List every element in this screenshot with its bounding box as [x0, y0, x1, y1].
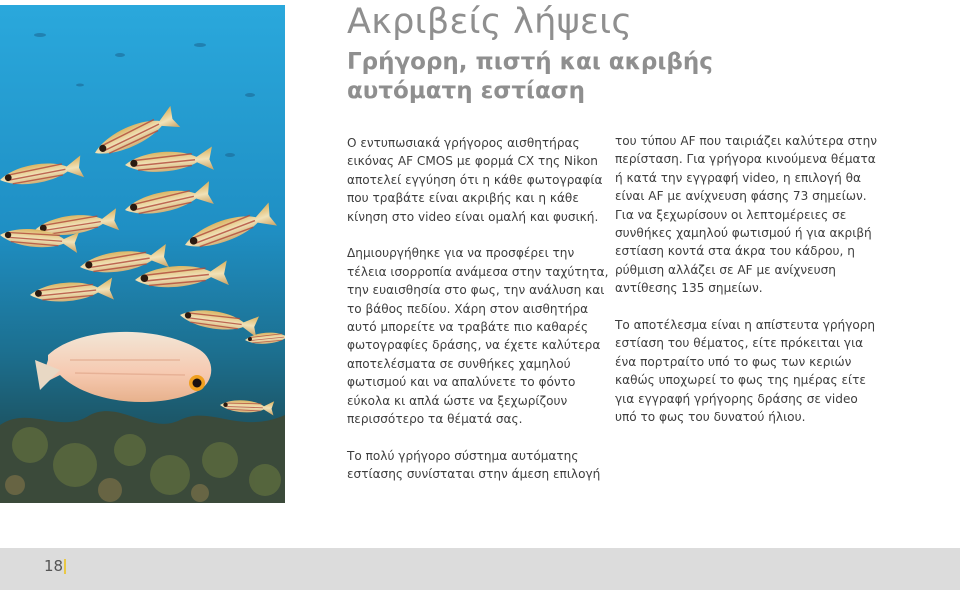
paragraph: Το αποτέλεσμα είναι η απίστευτα γρήγορη εστίαση του θέματος, είτε πρόκειται για ένα πορτραίτο υπό το φως των κεριών καθώς υποχωρεί το φως της ημέρας είτε για εγγραφή γρήγορης δράσης σε video υπό το φως του δυνατού ήλιου. — [615, 318, 876, 425]
paragraph: Ο εντυπωσιακά γρήγορος αισθητήρας εικόνας AF CMOS με φορμά CX της Nikon αποτελεί εγγύηση ότι η κάθε φωτογραφία που τραβάτε είναι ακριβής και η κάθε κίνηση στο video είναι ομαλή και φυσική. — [347, 136, 603, 224]
underwater-fish-photo — [0, 5, 285, 503]
page-subtitle: Γρήγορη, πιστή και ακριβής αυτόματη εστίαση — [347, 49, 713, 104]
paragraph: Το πολύ γρήγορο σύστημα αυτόματης εστίασης συνίσταται στην άμεση επιλογή — [347, 448, 601, 482]
footer-band — [0, 548, 960, 590]
page-number: 18 — [44, 557, 64, 575]
text-column-right — [615, 132, 883, 426]
text-column-left — [347, 134, 609, 484]
page-title: Ακριβείς λήψεις — [347, 2, 633, 42]
paragraph: Δημιουργήθηκε για να προσφέρει την τέλεια ισορροπία ανάμεσα στην ταχύτητα, την ευαισθησία στο φως, την ανάλυση και το βάθος πεδίου. Χάρη στον αισθητήρα αυτό μπορείτε να τραβάτε πιο καθαρές φωτογραφίες δράσης, να έχετε καλύτερα αποτελέσματα σε συνθήκες χαμηλού φωτισμού και να απαλύνετε το φόντο εύκολα κι απλά ώστε να ξεχωρίζουν περισσότερο τα θέματά σας. — [347, 246, 609, 427]
paragraph: του τύπου AF που ταιριάζει καλύτερα στην περίσταση. Για γρήγορα κινούμενα θέματα ή κατά την εγγραφή video, η επιλογή θα είναι AF με ανίχνευση φάσης 73 σημείων. Για να ξεχωρίσουν οι λεπτομέρειες σε συνθήκες χαμηλού φωτισμού ή για ακριβή εστίαση κοντά στα άκρα του κάδρου, η ρύθμιση αλλάζει σε AF με ανίχνευση αντίθεσης 135 σημείων. — [615, 134, 877, 296]
page-marker — [64, 559, 66, 574]
